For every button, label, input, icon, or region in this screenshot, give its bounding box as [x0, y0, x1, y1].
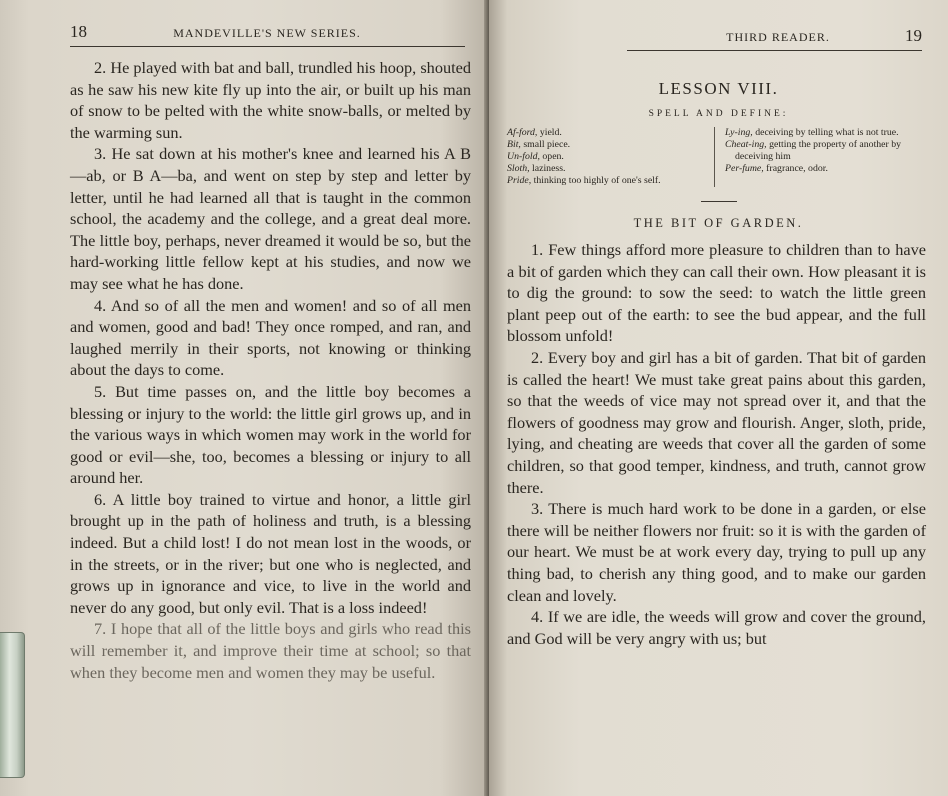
spell-define-heading: SPELL AND DEFINE: — [648, 109, 789, 119]
vocab-entry — [507, 139, 706, 151]
vocab-entry — [725, 127, 924, 139]
right-page-body — [507, 239, 930, 649]
section-divider — [701, 201, 737, 202]
left-paragraph-7: 7. I hope that all of the little boys and girls who read this will remember it, and improve their time at school; so that when they become men and women they may be useful. — [70, 619, 471, 682]
right-paragraph-4: 4. If we are idle, the weeds will grow and cover the ground, and God will be very angry with us; but — [507, 607, 926, 648]
left-paragraph-5: 5. But time passes on, and the little boy becomes a blessing or injury to the world: the little girl grows up, and in the various ways in which women may work in the world for good or evil—she, too, becomes a blessing or injury to all around her. — [70, 381, 471, 488]
left-page-header — [70, 22, 465, 47]
right-page — [489, 0, 948, 796]
right-page-number: 19 — [904, 26, 922, 45]
story-title: THE BIT OF GARDEN. — [633, 216, 804, 230]
left-page-body — [70, 57, 475, 683]
vocab-definition: yield. — [539, 127, 562, 138]
left-paragraph-6: 6. A little boy trained to virtue and honor, a little girl brought up in the path of holiness and truth, is a blessing indeed. But a child lost! I do not mean lost in the woods, or in the streets, or in the river; but one who is neglected, and grows up in ignorance and vice, to live in the world and never do any good, but only evil. That is a loss indeed! — [70, 489, 471, 617]
right-running-head: THIRD READER. — [726, 30, 830, 44]
right-paragraph-3: 3. There is much hard work to be done in a garden, or else there will be neither flowers nor fruit: so it is with the garden of our heart. We must be at work every day, trying to pull up any thing bad, to cherish any thing good, and to make our garden clean and lovely. — [507, 499, 926, 605]
left-paragraph-4: 4. And so of all the men and women! and so of all men and women, good and bad! They once romped, and ran, and laughed merrily in their sports, not knowing or thinking about the days to come. — [70, 295, 471, 380]
vocab-definition: small piece. — [523, 139, 571, 150]
vocab-entry — [507, 151, 706, 163]
vocab-word: Un-fold, — [507, 151, 540, 162]
vocab-word: Sloth, — [507, 163, 530, 174]
vocab-definition: deceiving by telling what is not true. — [755, 127, 899, 138]
left-paragraph-3: 3. He sat down at his mother's knee and learned his A B—ab, or B A—ba, and went on step by step and letter by letter, until he had learned all that is taught in the common school, the academy and the college, and a great deal more. The little boy, perhaps, never dreamed it would be so, but the hard-working little fellow kept at his studies, and now we may see what he has done. — [70, 144, 471, 293]
vocab-entry — [507, 175, 706, 187]
bookmark-tab — [0, 632, 25, 778]
vocab-entry — [507, 163, 706, 175]
vocab-word: Per-fume, — [725, 163, 764, 174]
vocabulary-column-left — [507, 127, 715, 187]
vocab-word: Bit, — [507, 139, 521, 150]
vocab-definition: open. — [542, 151, 564, 162]
vocab-word: Cheat-ing, — [725, 139, 767, 150]
lesson-title: LESSON VIII. — [658, 79, 779, 98]
vocabulary-column-right — [715, 127, 924, 187]
vocab-word: Ly-ing, — [725, 127, 753, 138]
vocab-entry — [725, 139, 924, 163]
vocab-word: Af-ford, — [507, 127, 538, 138]
vocabulary-list — [507, 127, 924, 187]
vocab-word: Pride, — [507, 175, 532, 186]
left-paragraph-2: 2. He played with bat and ball, trundled his hoop, shouted as he saw his new kite fly up into the air, or built up his man of snow to be pelted with the white snow-balls, or melted by the warming sun. — [70, 58, 471, 142]
vocab-definition: thinking too highly of one's self. — [533, 175, 661, 186]
vocab-definition: fragrance, odor. — [766, 163, 828, 174]
vocab-entry — [507, 127, 706, 139]
right-page-header — [627, 26, 922, 51]
vocab-definition: getting the property of another by deceiving him — [735, 139, 902, 162]
left-running-head: MANDEVILLE'S NEW SERIES. — [173, 26, 361, 40]
vocab-definition: laziness. — [532, 163, 566, 174]
vocab-entry — [725, 163, 924, 175]
left-page-number: 18 — [70, 22, 87, 41]
right-paragraph-2: 2. Every boy and girl has a bit of garden. That bit of garden is called the heart! We must take great pains about this garden, so that the weeds of vice may not spread over it, and that the flowers of goodness may grow and flourish. Anger, sloth, pride, lying, and cheating are weeds that cover all the garden of some children, so that good temper, kindness, and truth, cannot grow there. — [507, 347, 926, 497]
right-paragraph-1: 1. Few things afford more pleasure to children than to have a bit of garden which they can call their own. How pleasant it is to dig the ground: to sow the seed: to watch the little green plant peep out of the earth: to see the bud appear, and the full blossom unfold! — [507, 240, 926, 346]
